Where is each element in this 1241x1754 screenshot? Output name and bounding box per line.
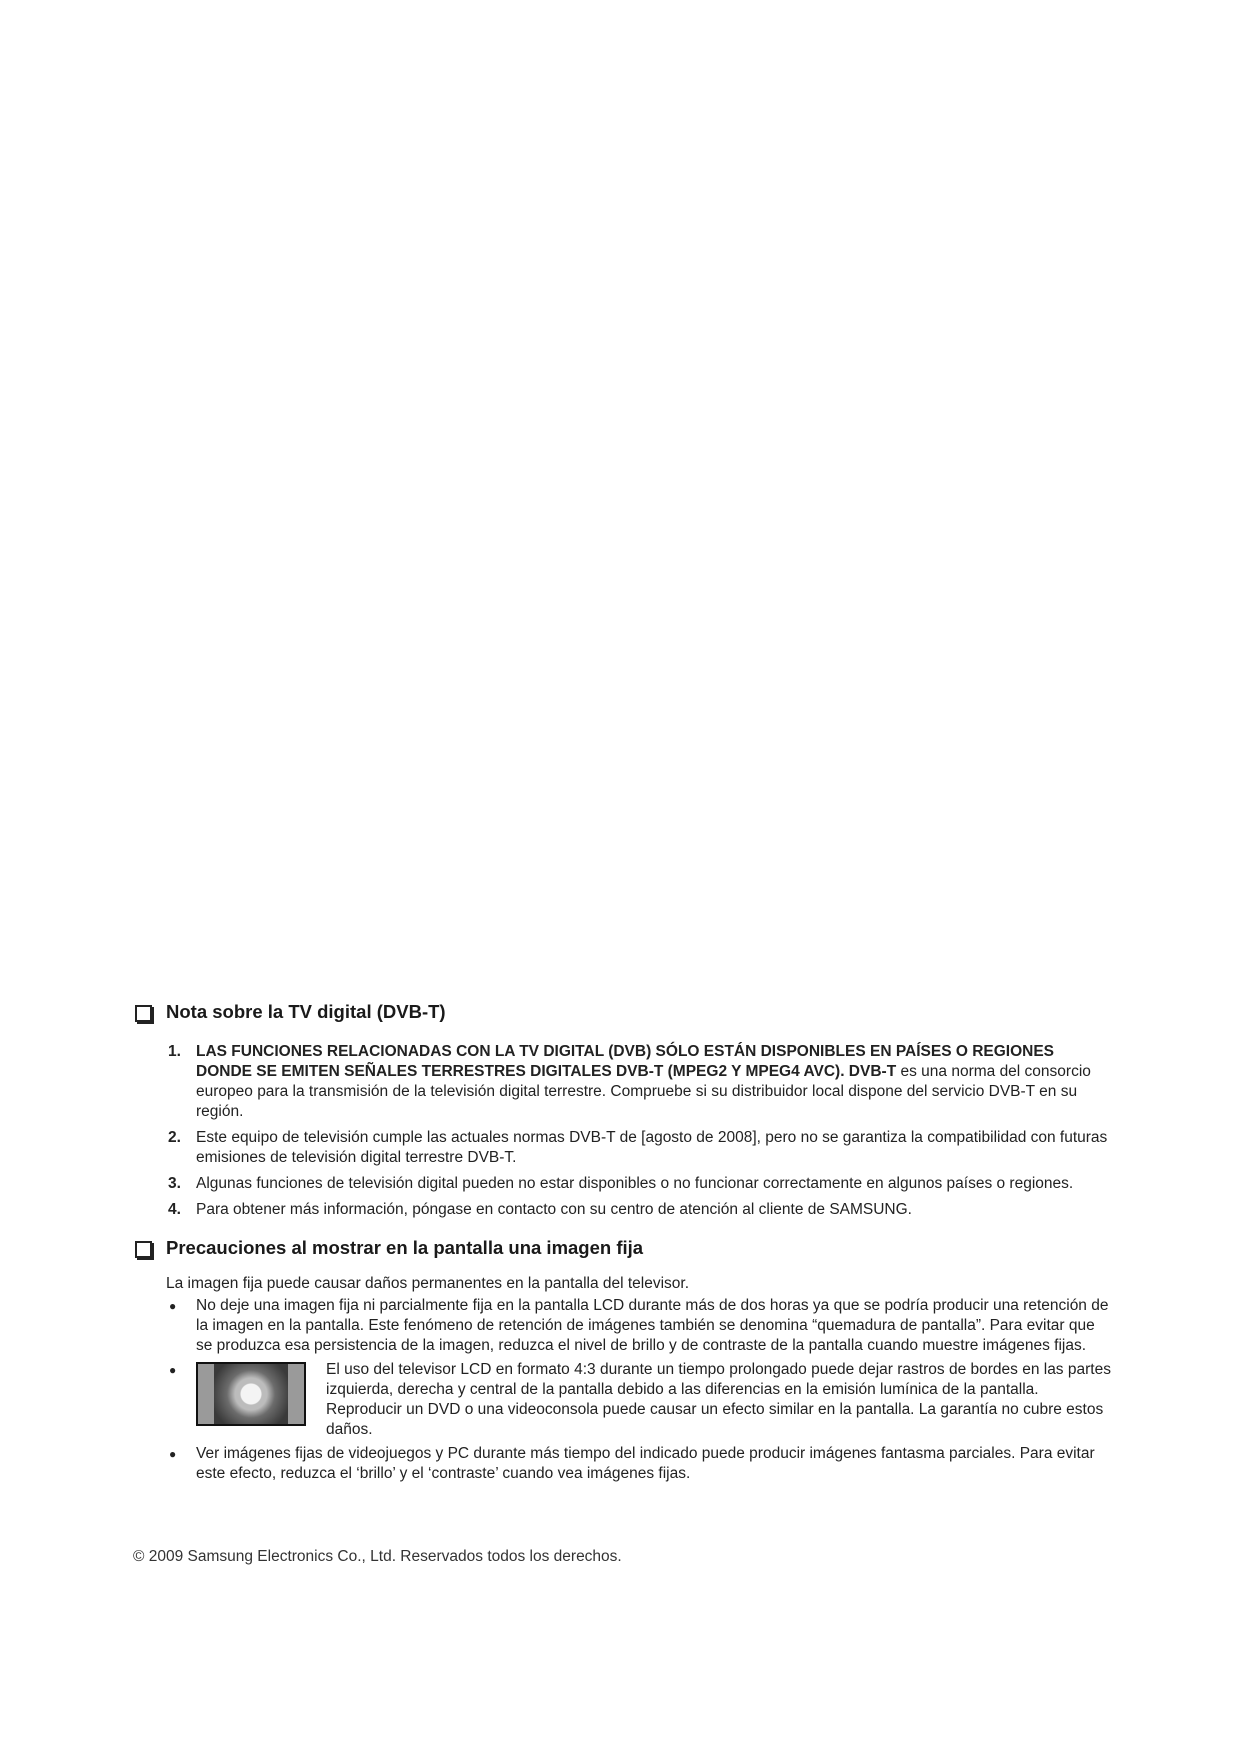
bullet-text: No deje una imagen fija ni parcialmente fija en la pantalla LCD durante más de dos horas ya que se podría producir una retención de la imagen en la pantalla. Este fenómeno de retención de imágenes también se denomina “quemadura de pantalla”. Para evitar que se produzca esa persistencia de la imagen, reduzca el nivel de brillo y de contraste de la pantalla cuando muestre imágenes fijas. [196,1297,1109,1354]
section-dvb-t [133,1002,1113,1220]
section-title: Precauciones al mostrar en la pantalla una imagen fija [166,1237,644,1258]
bullet-icon: ● [169,1363,177,1377]
list-item [133,1042,1113,1122]
checkbox-icon [135,1241,152,1258]
section-heading [133,1002,1113,1028]
item-text: Este equipo de televisión cumple las actuales normas DVB-T de [agosto de 2008], pero no se garantiza la compatibilidad con futuras emisiones de televisión digital terrestre DVB-T. [196,1129,1108,1166]
bullet-text: El uso del televisor LCD en formato 4:3 durante un tiempo prolongado puede dejar rastros de bordes en las partes izquierda, derecha y central de la pantalla debido a las diferencias en la emisión lumínica de la pantalla. Reproducir un DVD o una videoconsola puede causar un efecto similar en la pantalla. La garantía no cubre estos daños. [326,1361,1111,1438]
list-item [133,1360,1113,1440]
section-heading [133,1238,1113,1264]
bold-text: LAS FUNCIONES RELACIONADAS CON LA TV DIGITAL (DVB) SÓLO ESTÁN DISPONIBLES EN PAÍSES O REGIONES DONDE SE EMITEN SEÑALES TERRESTRES DIGITALES DVB-T (MPEG2 Y MPEG4 AVC). DVB-T [196,1043,1055,1080]
list-item [133,1174,1113,1194]
item-number: 1. [168,1043,181,1060]
item-number: 4. [168,1201,181,1218]
list-item [133,1200,1113,1220]
list-item [133,1296,1113,1356]
section-still-image [133,1238,1113,1484]
tv-image-icon [196,1362,306,1426]
section-title: Nota sobre la TV digital (DVB-T) [166,1001,446,1022]
page-content [133,1002,1113,1488]
tv-screen-flower [214,1364,288,1424]
list-item [133,1444,1113,1484]
list-item [133,1128,1113,1168]
bullet-icon: ● [169,1299,177,1313]
item-text: Algunas funciones de televisión digital pueden no estar disponibles o no funcionar correctamente en algunos países o regiones. [196,1175,1074,1192]
bullet-list [133,1296,1113,1484]
tv-right-bar [288,1364,304,1424]
item-number: 3. [168,1175,181,1192]
numbered-list [133,1042,1113,1220]
copyright-notice: © 2009 Samsung Electronics Co., Ltd. Reservados todos los derechos. [133,1548,622,1565]
bullet-text: Ver imágenes fijas de videojuegos y PC durante más tiempo del indicado puede producir imágenes fantasma parciales. Para evitar este efecto, reduzca el ‘brillo’ y el ‘contraste’ cuando vea imágenes fijas. [196,1445,1095,1482]
checkbox-icon [135,1005,152,1022]
item-number: 2. [168,1129,181,1146]
tv-left-bar [198,1364,214,1424]
item-text: es una norma del consorcio europeo para la transmisión de la televisión digital terrestre. Compruebe si su distribuidor local dispone del servicio DVB-T en su región. [196,1063,1091,1120]
item-text: Para obtener más información, póngase en contacto con su centro de atención al cliente de SAMSUNG. [196,1201,912,1218]
bullet-icon: ● [169,1447,177,1461]
bullet-with-image [196,1360,1113,1440]
intro-text: La imagen fija puede causar daños permanentes en la pantalla del televisor. [166,1275,690,1292]
